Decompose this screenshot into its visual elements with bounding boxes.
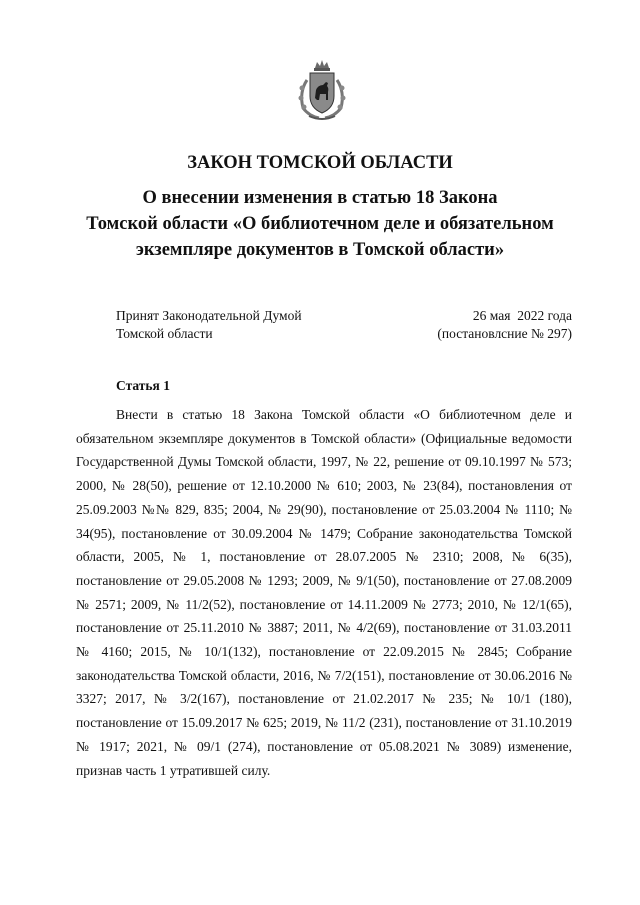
adoption-date-line: 26 мая 2022 года — [472, 308, 572, 323]
adoption-body — [116, 307, 302, 343]
resolution-number: (постановлсние № 297) — [437, 326, 572, 341]
adoption-body-line: Принят Законодательной Думой — [116, 308, 302, 323]
subtitle-line: экземпляре документов в Томской области» — [135, 240, 505, 260]
subtitle-line: О внесении изменения в статью 18 Закона — [142, 188, 498, 208]
adoption-date — [400, 307, 572, 343]
article-text: Внести в статью 18 Закона Томской области «О библиотечном деле и обязательном экземпляре документов в Томской области» (Официальные ведомости Государственной Думы Томской области, 1997, № 22, решение от 09.10.1997 № 573; 2000, № 28(50), решение от 12.10.2000 № 610; 2003, № 23(84), постановления от 25.09.2003 №№ 829, 835; 2004, № 29(90), постановление от 25.03.2004 № 1110; № 34(95), постановление от 30.09.2004 № 1479; Собрание законодательства Томской области, 2005, № 1, постановление от 28.07.2005 № 2310; 2008, № 6(35), постановление от 29.05.2008 № 1293; 2009, № 9/1(50), постановление от 27.08.2009 № 2571; 2009, № 11/2(52), постановление от 14.11.2009 № 2773; 2010, № 12/1(65), постановление от 25.11.2010 № 3887; 2011, № 4/2(69), постановление от 31.03.2011 № 4160; 2015, № 10/1(132), постановление от 22.09.2015 № 2845; Собрание законодательства Томской области, 2016, № 7/2(151), постановление от 30.06.2016 № 3327; 2017, № 3/2(167), постановление от 21.02.2017 № 235; № 10/1 (180), постановление от 15.09.2017 № 625; 2019, № 11/2 (231), постановление от 31.10.2019 № 1917; 2021, № 09/1 (274), постановление от 05.08.2021 № 3089) изменение, признав часть 1 утратившей силу. — [76, 407, 572, 778]
tomsk-oblast-coat-of-arms-icon — [295, 58, 349, 122]
subtitle-line: Томской области «О библиотечном деле и обязательном — [86, 214, 554, 234]
article-title: Статья 1 — [116, 378, 170, 393]
law-title: ЗАКОН ТОМСКОЙ ОБЛАСТИ — [187, 153, 453, 173]
law-subtitle — [40, 185, 600, 263]
adoption-body-line: Томской области — [116, 326, 213, 341]
